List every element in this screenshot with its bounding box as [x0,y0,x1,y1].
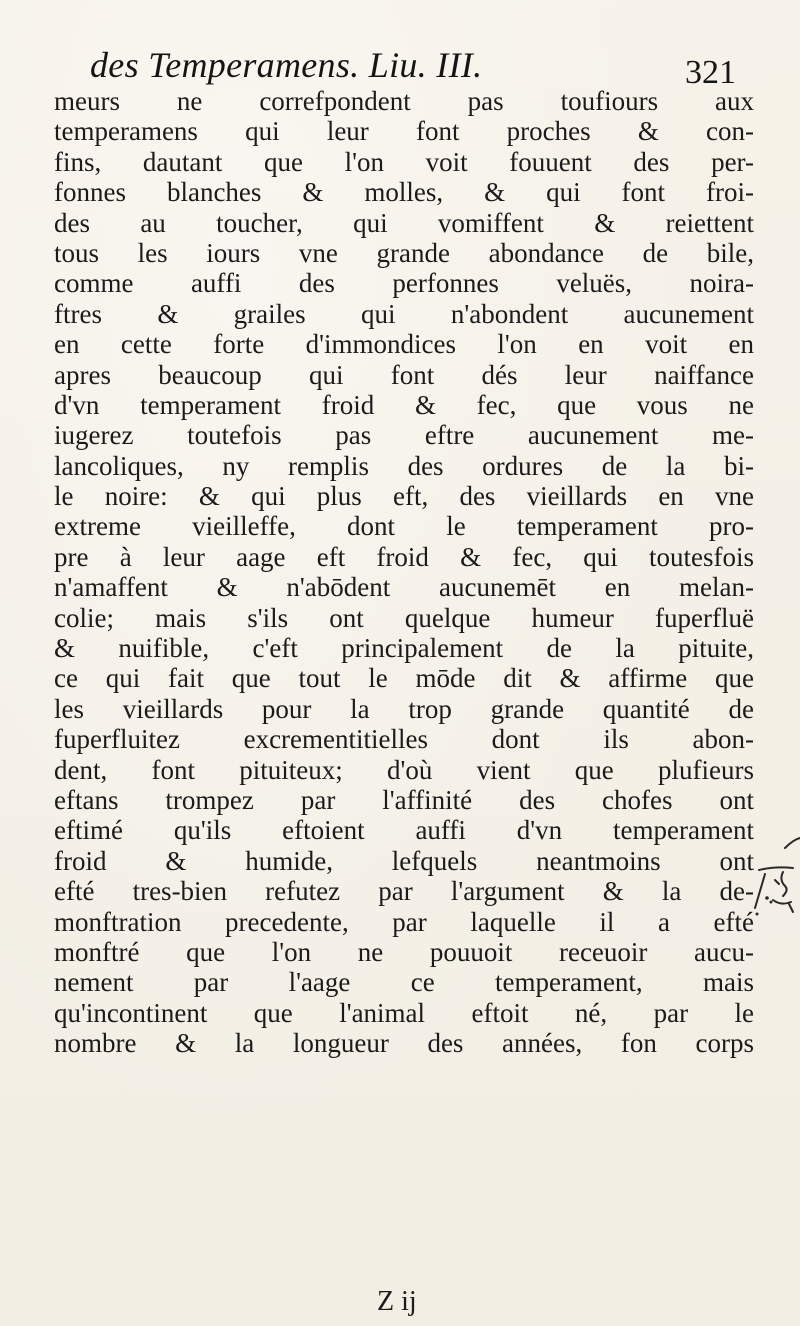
text-line: dent, font pituiteux; d'où vient que plufieurs [54,754,754,785]
text-line: efté tres-bien refutez par l'argument & la de- [54,876,754,907]
text-line: meurs ne correfpondent pas toufiours aux [54,86,754,116]
text-line: fins, dautant que l'on voit fouuent des per- [54,146,754,177]
text-line: froid & humide, lefquels neantmoins ont [54,845,754,876]
text-line: ce qui fait que tout le mōde dit & affirme que [54,663,754,694]
text-line: des au toucher, qui vomiffent & reiettent [54,207,754,238]
text-line: en cette forte d'immondices l'on en voit en [54,329,754,360]
page-number: 321 [685,54,736,91]
body-text [54,86,754,1059]
text-line: temperamens qui leur font proches & con- [54,116,754,147]
signature-mark: Z ij [377,1286,417,1317]
text-line: qu'incontinent que l'animal eftoit né, par le [54,997,754,1028]
text-line: eftimé qu'ils eftoient auffi d'vn temperament [54,815,754,846]
running-title: des Temperamens. Liu. III. [90,45,483,85]
text-line: fuperfluitez excrementitielles dont ils abon- [54,724,754,755]
text-line: pre à leur aage eft froid & fec, qui toutesfois [54,541,754,572]
text-line: n'amaffent & n'abōdent aucunemēt en melan- [54,572,754,603]
text-line: comme auffi des perfonnes veluës, noira- [54,268,754,299]
text-line: nombre & la longueur des années, fon corps [54,1028,754,1059]
text-line: monftration precedente, par laquelle il a efté [54,906,754,937]
text-line: d'vn temperament froid & fec, que vous ne [54,389,754,420]
text-line: apres beaucoup qui font dés leur naiffance [54,359,754,390]
handwritten-marginalia-icon [745,810,800,930]
text-line: iugerez toutefois pas eftre aucunement me- [54,420,754,451]
text-line: monftré que l'on ne pouuoit receuoir aucu- [54,936,754,967]
text-line: tous les iours vne grande abondance de bile, [54,237,754,268]
text-line: nement par l'aage ce temperament, mais [54,967,754,998]
text-line: fonnes blanches & molles, & qui font froi- [54,177,754,208]
text-line: & nuifible, c'eft principalement de la pituite, [54,633,754,664]
text-line: le noire: & qui plus eft, des vieillards en vne [54,481,754,512]
text-line: lancoliques, ny remplis des ordures de la bi- [54,450,754,481]
text-line: eftans trompez par l'affinité des chofes ont [54,784,754,815]
text-line: colie; mais s'ils ont quelque humeur fuperfluë [54,602,754,633]
text-line: extreme vieilleffe, dont le temperament pro- [54,511,754,542]
text-line: les vieillards pour la trop grande quantité de [54,693,754,724]
text-line: ftres & grailes qui n'abondent aucunement [54,298,754,329]
